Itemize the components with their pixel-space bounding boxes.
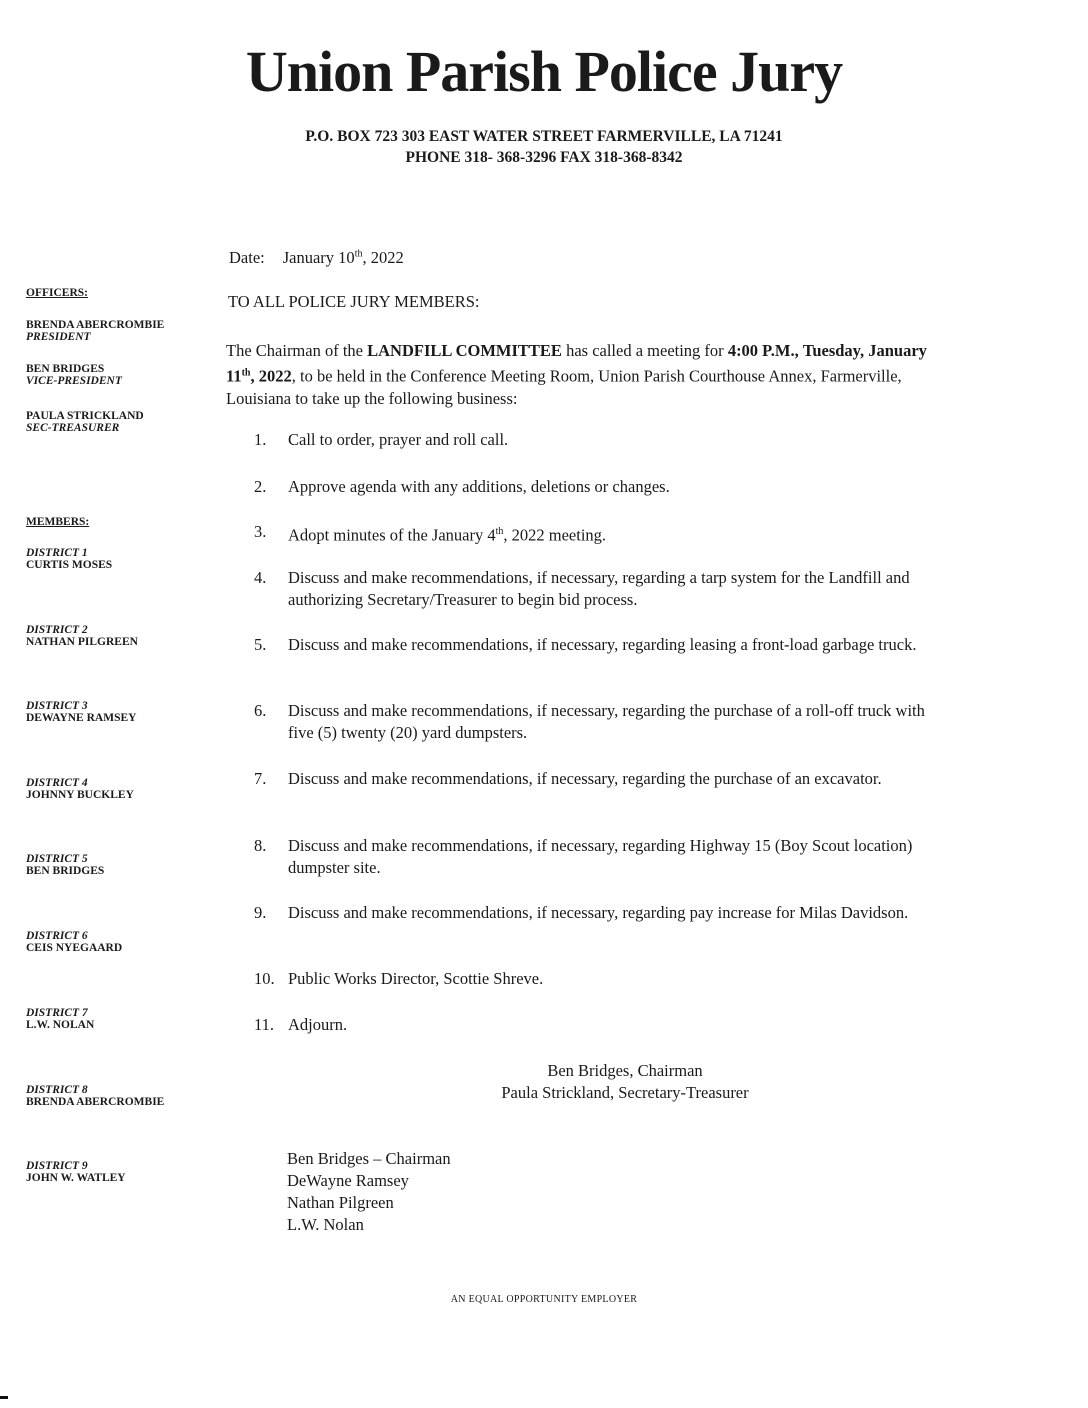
letterhead-title: Union Parish Police Jury	[245, 39, 843, 104]
committee-member: L.W. Nolan	[287, 1215, 364, 1234]
agenda-item: 1. Call to order, prayer and roll call.	[254, 430, 509, 449]
committee-member: Ben Bridges – Chairman	[287, 1149, 451, 1168]
agenda-item: 9. Discuss and make recommendations, if necessary, regarding pay increase for Milas Davidson.	[254, 903, 909, 922]
phone-line: PHONE 318- 368-3296 FAX 318-368-8342	[405, 149, 683, 166]
agenda-item: 10. Public Works Director, Scottie Shreve.	[254, 969, 544, 988]
letter-date: Date: January 10th, 2022	[229, 248, 404, 267]
footer: AN EQUAL OPPORTUNITY EMPLOYER	[450, 1294, 638, 1305]
meeting-notice: The Chairman of the LANDFILL COMMITTEE has called a meeting for 4:00 P.M., Tuesday, January 11th, 2022, to be held in the Conference Meeting Room, Union Parish Courthouse Annex, Farmerville, Louisiana to take up the following business:	[226, 341, 927, 408]
member-entry: DISTRICT 8 BRENDA ABERCROMBIE	[26, 1084, 165, 1108]
member-entry: DISTRICT 3 DEWAYNE RAMSEY	[26, 700, 137, 724]
member-entry: DISTRICT 1 CURTIS MOSES	[26, 547, 113, 571]
signature-block	[440, 1060, 810, 1104]
agenda-item: 3. Adopt minutes of the January 4th, 2022 meeting.	[254, 522, 607, 545]
officers-heading: OFFICERS:	[26, 287, 88, 299]
address-line: P.O. BOX 723 303 EAST WATER STREET FARMERVILLE, LA 71241	[305, 128, 783, 145]
officer-entry: BRENDA ABERCROMBIE PRESIDENT	[26, 319, 165, 343]
signature-line: Ben Bridges, Chairman	[547, 1061, 703, 1080]
member-entry: DISTRICT 4 JOHNNY BUCKLEY	[26, 777, 134, 801]
member-entry: DISTRICT 7 L.W. NOLAN	[26, 1007, 95, 1031]
members-heading: MEMBERS:	[26, 516, 90, 528]
signature-line: Paula Strickland, Secretary-Treasurer	[501, 1083, 749, 1102]
agenda-item: 11. Adjourn.	[254, 1015, 348, 1034]
member-entry: DISTRICT 9 JOHN W. WATLEY	[26, 1160, 126, 1184]
officer-entry: PAULA STRICKLAND SEC-TREASURER	[26, 410, 144, 434]
member-entry: DISTRICT 5 BEN BRIDGES	[26, 853, 105, 877]
officer-entry: BEN BRIDGES VICE-PRESIDENT	[26, 363, 122, 387]
member-entry: DISTRICT 2 NATHAN PILGREEN	[26, 624, 138, 648]
member-entry: DISTRICT 6 CEIS NYEGAARD	[26, 930, 123, 954]
agenda-item: 6. Discuss and make recommendations, if necessary, regarding the purchase of a roll-off truck with five (5) twenty (20) yard dumpsters.	[254, 701, 925, 742]
committee-members	[287, 1148, 451, 1236]
agenda-item: 4. Discuss and make recommendations, if necessary, regarding a tarp system for the Landfill and authorizing Secretary/Treasurer to begin bid process.	[254, 568, 910, 609]
scan-mark	[0, 1396, 8, 1399]
letterhead-address	[0, 126, 1088, 168]
committee-member: DeWayne Ramsey	[287, 1171, 409, 1190]
agenda-item: 2. Approve agenda with any additions, deletions or changes.	[254, 477, 670, 496]
committee-member: Nathan Pilgreen	[287, 1193, 394, 1212]
agenda-item: 8. Discuss and make recommendations, if necessary, regarding Highway 15 (Boy Scout location) dumpster site.	[254, 836, 913, 877]
agenda-item: 7. Discuss and make recommendations, if necessary, regarding the purchase of an excavator.	[254, 769, 882, 788]
salutation: TO ALL POLICE JURY MEMBERS:	[228, 292, 480, 311]
agenda-item: 5. Discuss and make recommendations, if necessary, regarding leasing a front-load garbage truck.	[254, 635, 917, 654]
